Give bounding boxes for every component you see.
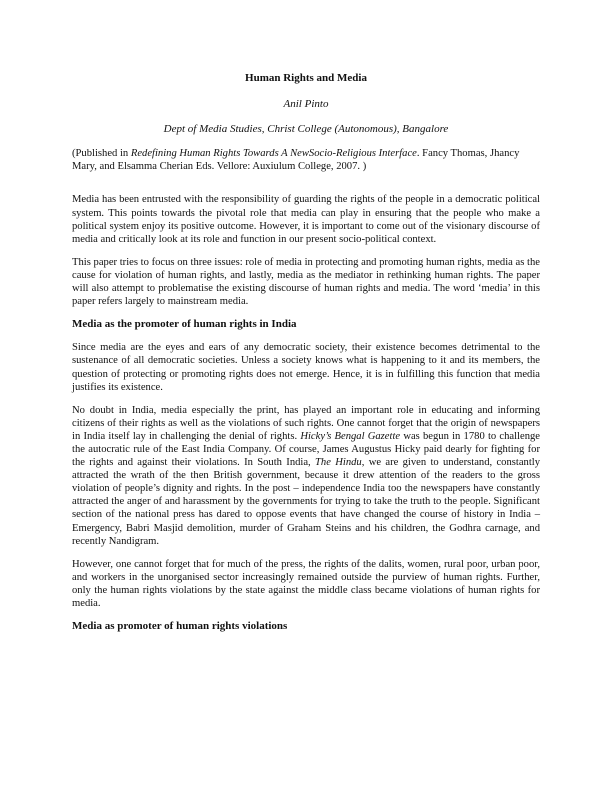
- intro-paragraph-2: This paper tries to focus on three issues: role of media in protecting and promoting human rights, media as the cause for violation of human rights, and lastly, media as the mediator in rethinking human rights. The paper will also attempt to problematise the existing discourse of human rights and media. The word ‘media’ in this paper refers largely to mainstream media.: [72, 256, 540, 308]
- paper-author: Anil Pinto: [283, 98, 329, 111]
- document-body: [72, 72, 540, 643]
- paper-title: Human Rights and Media: [245, 72, 367, 84]
- the-hindu-title: The Hindu: [315, 457, 362, 469]
- publication-note: [72, 147, 540, 173]
- publication-note-prefix: (Published in: [72, 148, 131, 160]
- section-heading-violations: Media as promoter of human rights violations: [72, 620, 288, 633]
- intro-paragraph-1: Media has been entrusted with the responsibility of guarding the rights of the people in a democratic political system. This points towards the pivotal role that media can play in ensuring that the people who make a political system enjoy its positive outcome. However, it is important to come out of the visionary discourse of media and critically look at its role and function in our present socio-political context.: [72, 194, 540, 245]
- section1-paragraph-2: [72, 404, 540, 548]
- section1-p2-part1: No doubt in India, media especially the print, has played an important role in educating and informing citizens of their rights as well as the violations of such rights. One cannot forget that the origin of newspapers in India itself lay in challenging the denial of rights.: [72, 404, 540, 442]
- publication-book-title: Redefining Human Rights Towards A NewSocio-Religious Interface: [130, 148, 417, 160]
- author-affiliation: Dept of Media Studies, Christ College (Autonomous), Bangalore: [163, 123, 449, 136]
- section-heading-promoter: Media as the promoter of human rights in India: [72, 318, 297, 331]
- section1-p2-part3: , we are given to understand, constantly attracted the wrath of the then British government, because it drew attention of the readers to the gross violation of people’s dignity and rights. In the post – independence India too the newspapers have constantly attracted the anger of and harassment by the governments for trying to take the truth to the people. Significant section of the national press has dared to oppose events that have changed the course of history in India – Emergency, Babri Masjid demolition, murder of Graham Steins and his children, the Godhra carnage, and recently Nandigram.: [72, 457, 541, 547]
- publication-note-suffix: . Fancy Thomas, Jhancy Mary, and Elsamma Cherian Eds. Vellore: Auxiulum College, 2007. ): [72, 148, 520, 173]
- hickys-gazette-title: Hicky’s Bengal Gazette: [300, 430, 401, 442]
- section1-paragraph-3: However, one cannot forget that for much of the press, the rights of the dalits, women, rural poor, urban poor, and workers in the unorganised sector increasingly remained outside the purview of human rights. Further, only the human rights violations by the state against the middle class became violations of human rights for media.: [72, 558, 540, 609]
- section1-paragraph-1: Since media are the eyes and ears of any democratic society, their existence becomes detrimental to the sustenance of all democratic societies. Unless a society knows what is happening to it and its members, the question of protecting or promoting rights does not emerge. Hence, it is in fulfilling this function that media justifies its existence.: [72, 342, 540, 393]
- section1-p2-part2: was begun in 1780 to challenge the autocratic rule of the East India Company. Of course, James Augustus Hicky paid dearly for fighting for the rights and against their violations. In South India,: [72, 430, 540, 469]
